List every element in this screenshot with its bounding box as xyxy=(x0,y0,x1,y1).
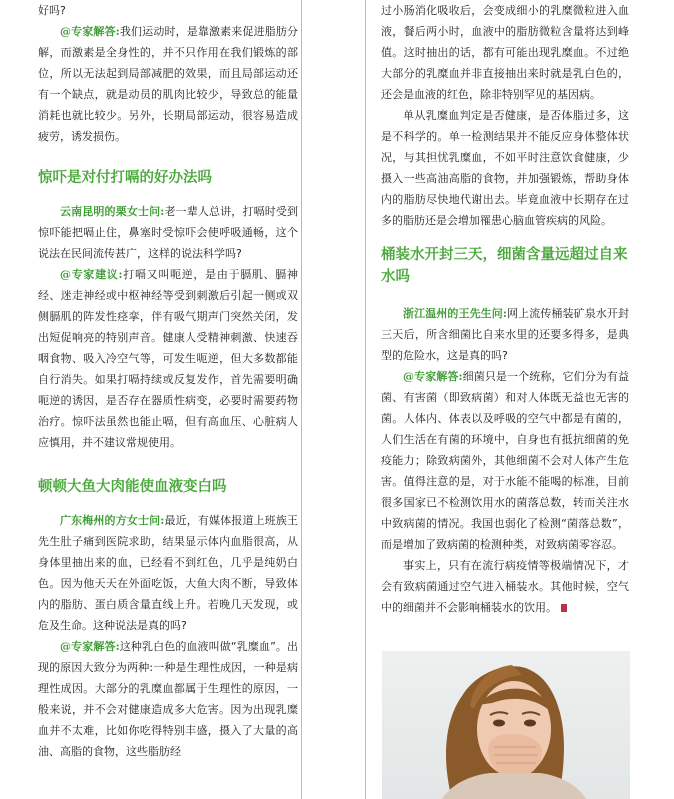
asker-label: 广东梅州的方女士问: xyxy=(60,514,165,527)
section-heading-hiccup: 惊吓是对付打嗝的好办法吗 xyxy=(38,169,212,186)
left-paragraph-1: 好吗? xyxy=(38,4,66,17)
right-column xyxy=(381,0,629,618)
answer-hiccup: @专家建议:打嗝又叫呃逆，是由于膈肌、膈神经、迷走神经或中枢神经等受到刺激后引起一侧或双侧膈肌的阵发性痉挛，伴有吸气期声门突然关闭，发出短促响亮的特别声音。健康人受精神刺激、快速吞咽食物、吸入冷空气等，可发生呃逆，但大多数都能自行消失。如果打嗝持续或反复发作，首先需要明确呃逆的诱因，是否存在器质性病变，必要时需要药物治疗。惊吓法虽然也能止嗝，但有高血压、心脏病人应慎用，并不建议常规使用。 xyxy=(38,268,298,449)
question-white-blood: 广东梅州的方女士问:最近，有媒体报道上班族王先生肚子痛到医院求助，结果显示体内血脂很高，从身体里抽出来的血，已经看不到红色，几乎是纯奶白色。因为他天天在外面吃饭，大鱼大肉不断，导致体内的脂肪、蛋白质含量直线上升。若晚几天发现，或危及生命。这种说法是真的吗? xyxy=(38,514,299,632)
right-paragraph-final: 事实上，只有在流行病疫情等极端情况下，才会有致病菌通过空气进入桶装水。其他时候，空气中的细菌并不会影响桶装水的饮用。 xyxy=(381,559,629,614)
expert-answer-label: @专家解答: xyxy=(60,25,120,38)
end-mark-icon xyxy=(561,604,567,612)
question-bottled-water: 浙江温州的王先生问:网上流传桶装矿泉水开封三天后，所含细菌比自来水里的还要多得多，是典型的危险水，这是真的吗? xyxy=(381,307,630,362)
left-paragraph-2: @专家解答:我们运动时，是靠激素来促进脂肪分解，而激素是全身性的，并不只作用在我们锻炼的部位，所以无法起到局部减肥的效果，而且局部运动还有一个缺点，就是动员的肌肉比较少，导致总的能量消耗也就比较少。另外，长期局部运动，很容易造成疲劳，诱发损伤。 xyxy=(38,25,299,143)
expert-answer-label: @专家解答: xyxy=(60,640,120,653)
expert-answer-label: @专家解答: xyxy=(403,370,463,383)
right-paragraph-2: 单从乳糜血判定是否健康，是否体脂过多，这是不科学的。单一检测结果并不能反应身体整体状况，与其担忧乳糜血，不如平时注意饮食健康，少摄入一些高油高脂的食物，并加强锻炼，帮助身体内的脂肪尽快地代谢出去。毕竟血液中长期存在过多的脂肪还是会增加罹患心脑血管疾病的风险。 xyxy=(381,109,629,227)
left-column xyxy=(38,0,298,762)
expert-advice-label: @专家建议: xyxy=(60,268,123,281)
asker-label: 浙江温州的王先生问: xyxy=(403,307,507,320)
answer-bottled-water: @专家解答:细菌只是一个统称，它们分为有益菌、有害菌（即致病菌）和对人体既无益也无害的菌。人体内、体表以及呼吸的空气中都是有菌的，人们生活在有菌的环境中，自身也有抵抗细菌的免疫能力；除致病菌外，其他细菌不会对人体产生危害。值得注意的是，对于水能不能喝的标准，目前很多国家已不检测饮用水的菌落总数，转而关注水中致病菌的情况。我国也弱化了检测“菌落总数”，而是增加了致病菌的检测种类，对致病菌零容忍。 xyxy=(381,370,629,551)
photo-illustration xyxy=(382,651,630,799)
section-heading-white-blood: 顿顿大鱼大肉能使血液变白吗 xyxy=(38,478,227,495)
answer-white-blood: @专家解答:这种乳白色的血液叫做“乳糜血”。出现的原因大致分为两种:一种是生理性成因，一种是病理性成因。大部分的乳糜血都属于生理性的原因，一般来说，并不会对健康造成多大危害。因为出现乳糜血并不太难，比如你吃得特别丰盛，摄入了大量的高油、高脂的食物，这些脂肪经 xyxy=(38,640,298,758)
column-divider-right xyxy=(365,0,366,799)
column-divider-left xyxy=(301,0,302,799)
right-paragraph-1: 过小肠消化吸收后，会变成细小的乳糜微粒进入血液，餐后两小时，血液中的脂肪微粒含量将达到峰值。这时抽出的话，都有可能出现乳糜血。不过绝大部分的乳糜血并非直接抽出来时就是乳白色的，还会是血液的红色，除非特别罕见的基因病。 xyxy=(381,4,629,101)
question-hiccup: 云南昆明的栗女士问:老一辈人总讲，打嗝时受到惊吓能把嗝止住，鼻塞时受惊吓会使呼吸通畅，这个说法在民间流传甚广，这样的说法科学吗? xyxy=(38,205,299,260)
asker-label: 云南昆明的栗女士问: xyxy=(60,205,165,218)
section-heading-bottled-water: 桶装水开封三天，细菌含量远超过自来水吗 xyxy=(381,246,628,285)
woman-covering-mouth-photo xyxy=(382,651,630,799)
